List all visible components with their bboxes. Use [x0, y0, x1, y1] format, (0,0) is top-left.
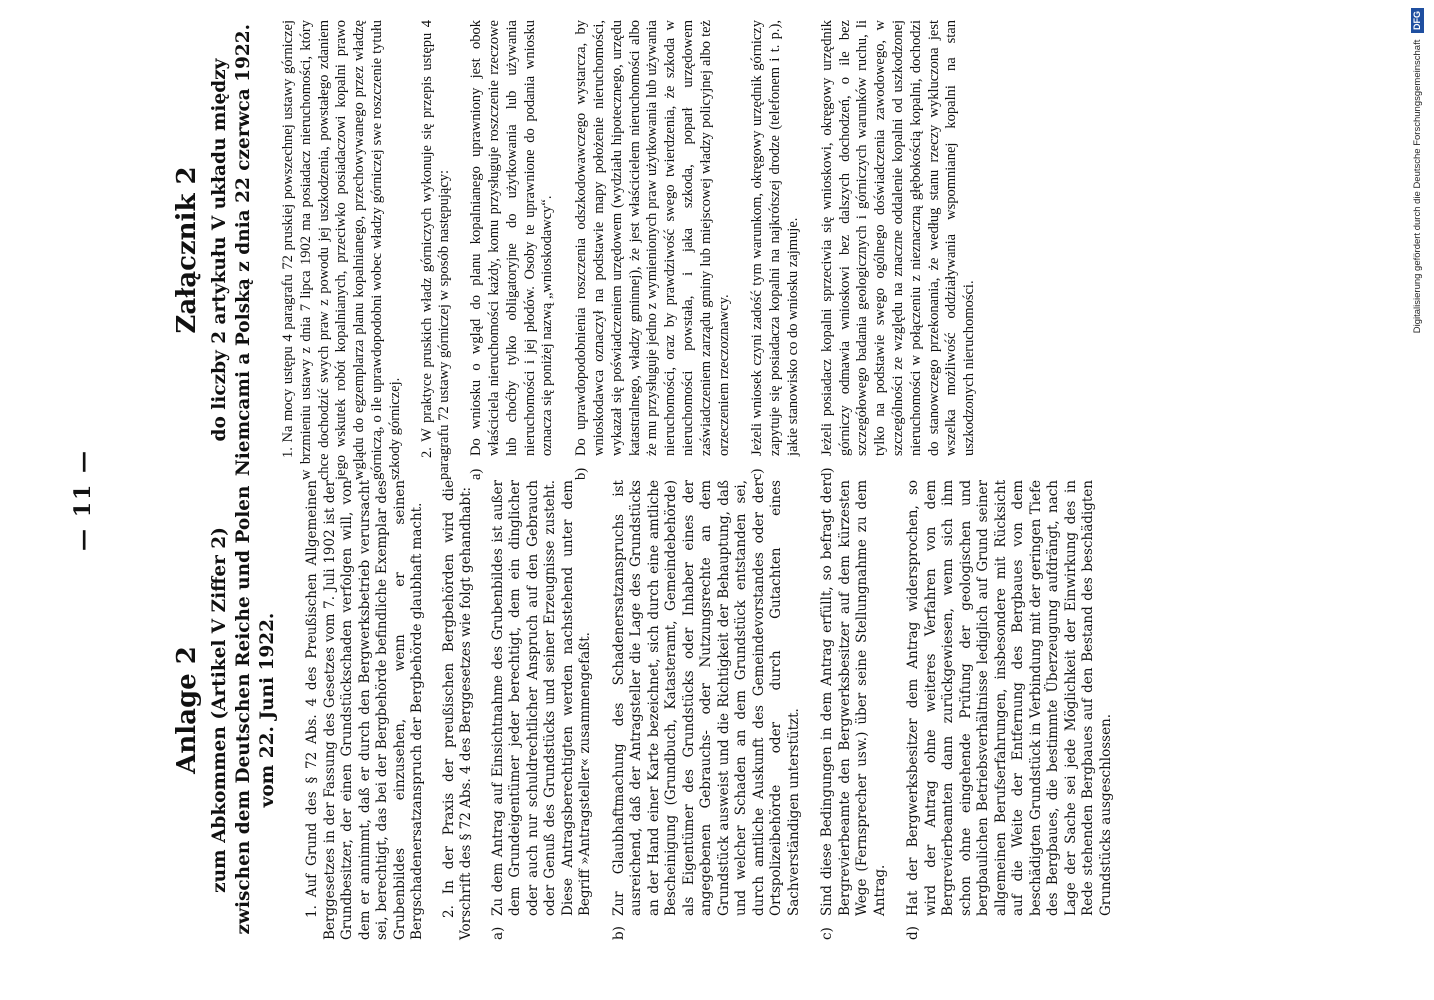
german-item-c — [819, 480, 889, 940]
item-letter: a) — [489, 926, 506, 940]
item-text: Zur Glaubhaftmachung des Schadenersatzanspruchs ist ausreichend, daß der Antragsteller die Lage des Grundstücks an der Hand einer Karte bezeichnet, sich durch eine amtliche Bescheinigung (Grundbuch, Katasteramt, Gemeindebehörde) als Eigentümer des Grundstücks oder Inhaber eines der angegebenen Gebrauchs- oder Nutzungsrechte an dem Grundstück ausweist und die Richtigkeit der Behauptung, daß und welcher Schaden an dem Grundstück entstanden sei, durch amtliche Auskunft des Gemeindevorstandes oder der Ortspolizeibehörde oder durch Gutachten eines Sachverständigen unterstützt. — [610, 480, 802, 916]
item-letter: b) — [610, 926, 627, 940]
german-title: Anlage 2 — [172, 646, 202, 774]
item-text: Hat der Bergwerksbesitzer dem Antrag widersprochen, so wird der Antrag ohne weiteres Verfahren von dem Bergrevierbeamten dann zurückgewiesen, wenn sich ihm schon ohne eingehende Prüfung der geologischen und bergbaulichen Betriebsverhältnisse lediglich auf Grund seiner allgemeinen Berufserfahrungen, insbesondere mit Rücksicht auf die Weite der Entfernung des Bergbaues von dem beschädigten Grundstück in Verbindung mit der geringen Tiefe des Bergbaues, die bestimmte Überzeugung aufdrängt, nach Lage der Sache sei jede Möglichkeit der Einwirkung des in Rede stehenden Bergbaues auf den Bestand des beschädigten Grundstücks ausgeschlossen. — [905, 480, 1114, 916]
polish-item-b — [573, 20, 733, 480]
credit-text: Digitalisierung gefördert durch die Deutsche Forschungsgemeinschaft — [1412, 39, 1423, 334]
german-column — [170, 480, 1131, 940]
item-text: Do uprawdopodobnienia roszczenia odszkodowawczego wystarcza, by wnioskodawca oznaczył na podstawie mapy położenie nieruchomości, wykazał się poświadczeniem urzędowem (wydziału hipotecznego, urzędu katastralnego, władzy gminnej), że jest właścicielem nieruchomości albo że mu przysługuje jedno z wymienionych praw użytkowania lub używania nieruchomości, oraz by prawdziwość swego twierdzenia, że szkoda w nieruchomości powstała, i jaka szkoda, poparł urzędowem zaświadczeniem zarządu gminy lub miejscowej władzy policyjnej albo też orzeczeniem rzeczoznawcy. — [573, 20, 732, 456]
item-letter: c) — [749, 468, 766, 480]
page-number: — 11 — — [70, 449, 96, 551]
polish-paragraph-2: 2. W praktyce pruskich władz górniczych wykonuje się przepis ustępu 4 paragrafu 72 ustawy górniczej w sposób następujący: — [418, 20, 453, 480]
german-subtitle: zum Abkommen (Artikel V Ziffer 2) zwischen dem Deutschen Reiche und Polen vom 22. Juni 1922. — [209, 485, 278, 935]
dfg-logo: DFG — [1411, 8, 1424, 33]
polish-column — [170, 20, 995, 480]
german-paragraph-2: 2. In der Praxis der preußischen Bergbehörden wird die Vorschrift des § 72 Abs. 4 des Berggesetzes wie folgt gehandhabt: — [440, 480, 474, 940]
polish-item-c — [749, 20, 802, 480]
german-item-d — [905, 480, 1115, 940]
german-item-b — [611, 480, 804, 940]
item-letter: d) — [818, 467, 835, 480]
item-letter: b) — [573, 467, 590, 480]
polish-subtitle: do liczby 2 artykułu V układu między Niemcami a Polską z dnia 22 czerwca 1922. — [209, 23, 254, 477]
item-text: Jeżeli posiadacz kopalni sprzeciwia się wnioskowi, okręgowy urzędnik górniczy odmawia wnioskowi bez dalszych dochodzeń, o ile bez szczegółowego badania geologicznych i górniczych warunków ruchu, li tylko na podstawie swego ogólnego doświadczenia zawodowego, w szczególności ze względu na znaczne oddalenie kopalni od uszkodzonej nieruchomości w połączeniu z nieznaczną głębokością kopalni, dochodzi do stanowczego przekonania, że według stanu rzeczy wykluczona jest wszelka możliwość oddziaływania wspomnianej kopalni na stan uszkodzonych nieruchomości. — [818, 20, 978, 456]
item-letter: d) — [905, 926, 921, 940]
polish-item-a — [468, 20, 557, 480]
polish-title: Załącznik 2 — [172, 166, 202, 334]
digitization-credit — [1408, 8, 1428, 993]
item-text: Do wniosku o wgląd do planu kopalnianego uprawniony jest obok właściciela nieruchomości każdy, komu przysługuje roszczenie rzeczowe lub choćby tylko obligatoryjne do użytkowania lub używania nieruchomości i jej płodów. Osoby te uprawnione do podania wniosku oznacza się poniżej nazwą „wnioskodawcy“. — [468, 20, 556, 456]
german-item-a — [490, 480, 595, 940]
polish-paragraph-1: 1. Na mocy ustępu 4 paragrafu 72 pruskiej powszechnej ustawy górniczej w brzmieniu ustawy z dnia 7 lipca 1902 ma posiadacz nieruchomości, który chce dochodzić swych praw z powodu jej uszkodzenia, powstałego zdaniem jego wskutek robót kopalnianych, przeciwko posiadaczowi kopalni prawo wglądu do egzemplarza planu kopalnianego, przechowywanego przez władzę górniczą, o ile uprawdopodobni wobec władzy górniczej swe roszczenie tytułu szkody górniczej. — [280, 20, 403, 480]
item-text: Jeżeli wniosek czyni zadość tym warunkom, okręgowy urzędnik górniczy zapytuje się posiadacza kopalni na najkrótszej drodze (telefonem i t. p.), jakie stanowisko co do wniosku zajmuje. — [749, 20, 801, 456]
item-text: Sind diese Bedingungen in dem Antrag erfüllt, so befragt der Bergrevierbeamte den Bergwerksbesitzer auf dem kürzesten Wege (Fernsprecher usw.) über seine Stellungnahme zu dem Antrag. — [819, 480, 888, 916]
credit-text-line — [1408, 8, 1428, 993]
polish-item-d — [819, 20, 979, 480]
item-letter: a) — [468, 468, 485, 480]
item-letter: c) — [819, 927, 835, 940]
german-paragraph-1: 1. Auf Grund des § 72 Abs. 4 des Preußischen Allgemeinen Berggesetzes in der Fassung des Gesetzes vom 7. Juli 1902 ist der Grundbesitzer, der einen Grundstückschaden verfolgen will, von dem er annimmt, daß er durch den Bergwerksbetrieb verursacht sei, berechtigt, das bei der Bergbehörde befindliche Exemplar des Grubenbildes einzusehen, wenn er seinen Bergschadenersatzanspruch der Bergbehörde glaubhaft macht. — [304, 480, 425, 940]
item-text: Zu dem Antrag auf Einsichtnahme des Grubenbildes ist außer dem Grundeigentümer jeder berechtigt, dem ein dinglicher oder auch nur schuldrechtlicher Anspruch auf den Gebrauch oder Genuß des Grundstücks und seiner Erzeugnisse zusteht. Diese Antragsberechtigten werden nachstehend unter dem Begriff »Antragsteller« zusammengefaßt. — [489, 480, 593, 916]
